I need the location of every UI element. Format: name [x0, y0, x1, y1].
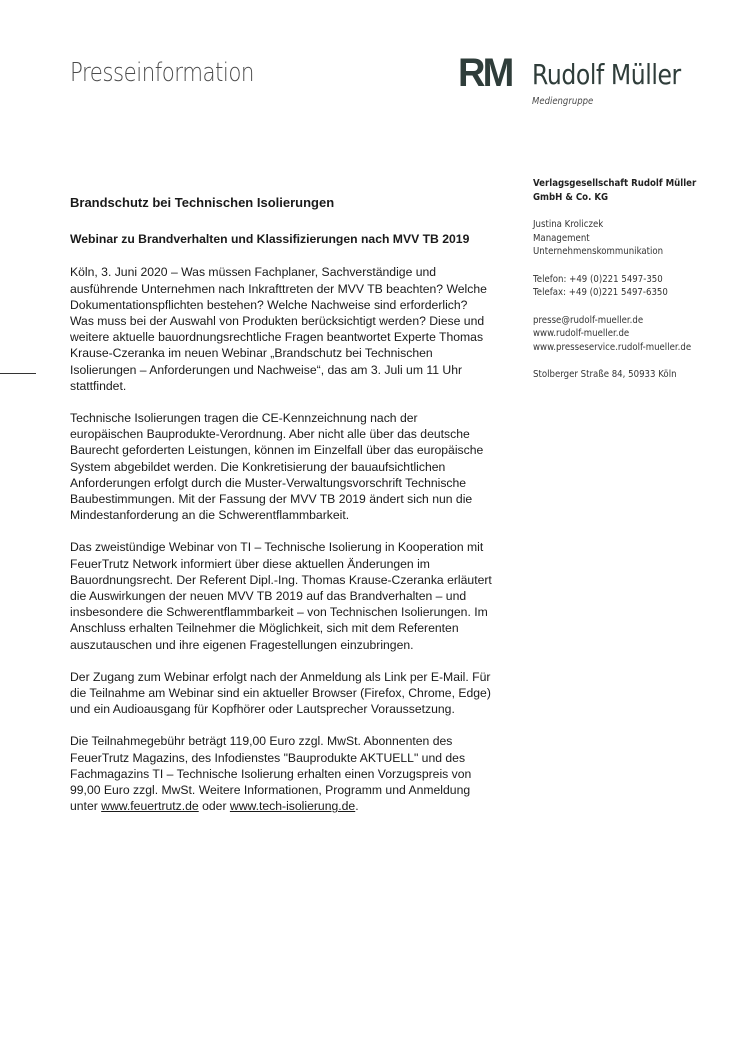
fold-mark: [0, 373, 36, 374]
paragraph-pricing: [70, 733, 514, 814]
text-line: Krause-Czeranka im neuen Webinar „Brandschutz bei Technischen: [70, 346, 433, 361]
text-line: Baubestimmungen. Mit der Fassung der MVV TB 2019 ändert sich nun die: [70, 492, 473, 507]
paragraph-access: [70, 669, 514, 718]
text-line: und ein Audioausgang für Kopfhörer oder Lautsprecher Voraussetzung.: [70, 702, 455, 717]
fax-number: Telefax: +49 (0)221 5497-6350: [533, 287, 668, 298]
contact-sidebar: [533, 177, 733, 382]
phone-number: Telefon: +49 (0)221 5497-350: [533, 273, 663, 285]
website-link[interactable]: www.rudolf-mueller.de: [533, 328, 630, 339]
contact-department: Unternehmenskommunikation: [533, 246, 664, 257]
text-line: FeuerTrutz Network informiert über diese aktuellen Änderungen im: [70, 556, 430, 571]
article-subheadline: Webinar zu Brandverhalten und Klassifizierungen nach MVV TB 2019: [70, 232, 470, 247]
text-line: System abgebildet werden. Die Konkretisierung der bauaufsichtlichen: [70, 459, 446, 474]
text-line: die Auswirkungen der neuen MVV TB 2019 auf das Brandverhalten – und: [70, 589, 467, 604]
text-line: weitere aktuelle bauordnungsrechtliche Fragen beantwortet Experte Thomas: [70, 330, 484, 345]
postal-address: Stolberger Straße 84, 50933 Köln: [533, 369, 677, 380]
contact-role: Management: [533, 232, 590, 244]
logo-subtitle: Mediengruppe: [532, 96, 594, 107]
link-suffix: .: [355, 799, 359, 814]
paragraph-webinar-content: [70, 539, 514, 652]
text-line: Technische Isolierungen tragen die CE-Kennzeichnung nach der: [70, 411, 418, 426]
text-line: Die Teilnahmegebühr beträgt 119,00 Euro zzgl. MwSt. Abonnenten des: [70, 734, 453, 749]
text-line: Anforderungen erfolgt durch die Muster-Verwaltungsvorschrift Technische: [70, 475, 467, 490]
text-line: Isolierungen – Anforderungen und Nachweise“, das am 3. Juli um 11 Uhr: [70, 362, 463, 377]
feuertrutz-link[interactable]: www.feuertrutz.de: [101, 799, 199, 814]
text-line: Anschluss erhalten Teilnehmer die Möglichkeit, sich mit dem Referenten: [70, 621, 459, 636]
text-line: Mindestanforderung an die Schwerentflammbarkeit.: [70, 508, 350, 523]
text-line: Was muss bei der Auswahl von Produkten berücksichtigt werden? Diese und: [70, 314, 485, 329]
link-prefix: unter: [70, 799, 102, 814]
company-name-line: GmbH & Co. KG: [533, 191, 609, 203]
link-separator: oder: [198, 799, 230, 814]
email-address[interactable]: presse@rudolf-mueller.de: [533, 314, 644, 326]
text-line: Dokumentationspflichten bestehen? Welche Nachweise sind erforderlich?: [70, 297, 468, 312]
paragraph-intro: [70, 264, 514, 394]
text-line: FeuerTrutz Magazins, des Infodienstes "Bauprodukte AKTUELL" und des: [70, 750, 466, 765]
logo-name: Rudolf Müller: [532, 58, 681, 91]
paragraph-ce-marking: [70, 410, 514, 523]
text-line: auszutauschen und ihre eigenen Fragestellungen einzubringen.: [70, 637, 414, 652]
text-line: 99,00 Euro zzgl. MwSt. Weitere Informationen, Programm und Anmeldung: [70, 783, 471, 798]
text-line: Baurecht geforderten Leistungen, können im Einzelfall über das europäische: [70, 443, 484, 458]
article-headline: Brandschutz bei Technischen Isolierungen: [70, 195, 335, 210]
pressservice-link[interactable]: www.presseservice.rudolf-mueller.de: [533, 341, 692, 353]
text-line: die Teilnahme am Webinar sind ein aktueller Browser (Firefox, Chrome, Edge): [70, 686, 491, 701]
text-line: Der Zugang zum Webinar erfolgt nach der Anmeldung als Link per E-Mail. Für: [70, 669, 491, 684]
text-line: Köln, 3. Juni 2020 – Was müssen Fachplaner, Sachverständige und: [70, 265, 437, 280]
text-line: ausführende Unternehmen nach Inkrafttreten der MVV TB beachten? Welche: [70, 281, 487, 296]
logo-mark: RM: [458, 51, 512, 95]
text-line: Das zweistündige Webinar von TI – Technische Isolierung in Kooperation mit: [70, 540, 484, 555]
text-line-links: [70, 798, 514, 814]
text-line: stattfindet.: [70, 378, 127, 393]
tech-isolierung-link[interactable]: www.tech-isolierung.de: [229, 799, 356, 814]
publisher-logo: [458, 51, 720, 114]
article-body: [70, 195, 514, 831]
text-line: Fachmagazins TI – Technische Isolierung erhalten einen Vorzugspreis von: [70, 766, 472, 781]
text-line: insbesondere die Schwerentflammbarkeit – von Technischen Isolierungen. Im: [70, 605, 488, 620]
page-title: Presseinformation: [70, 58, 254, 88]
text-line: Bauordnungsrecht. Der Referent Dipl.-Ing. Thomas Krause-Czeranka erläutert: [70, 572, 492, 587]
contact-name: Justina Kroliczek: [533, 219, 604, 230]
company-name-line: Verlagsgesellschaft Rudolf Müller: [533, 178, 697, 189]
text-line: europäischen Bauprodukte-Verordnung. Aber nicht alle über das deutsche: [70, 427, 470, 442]
